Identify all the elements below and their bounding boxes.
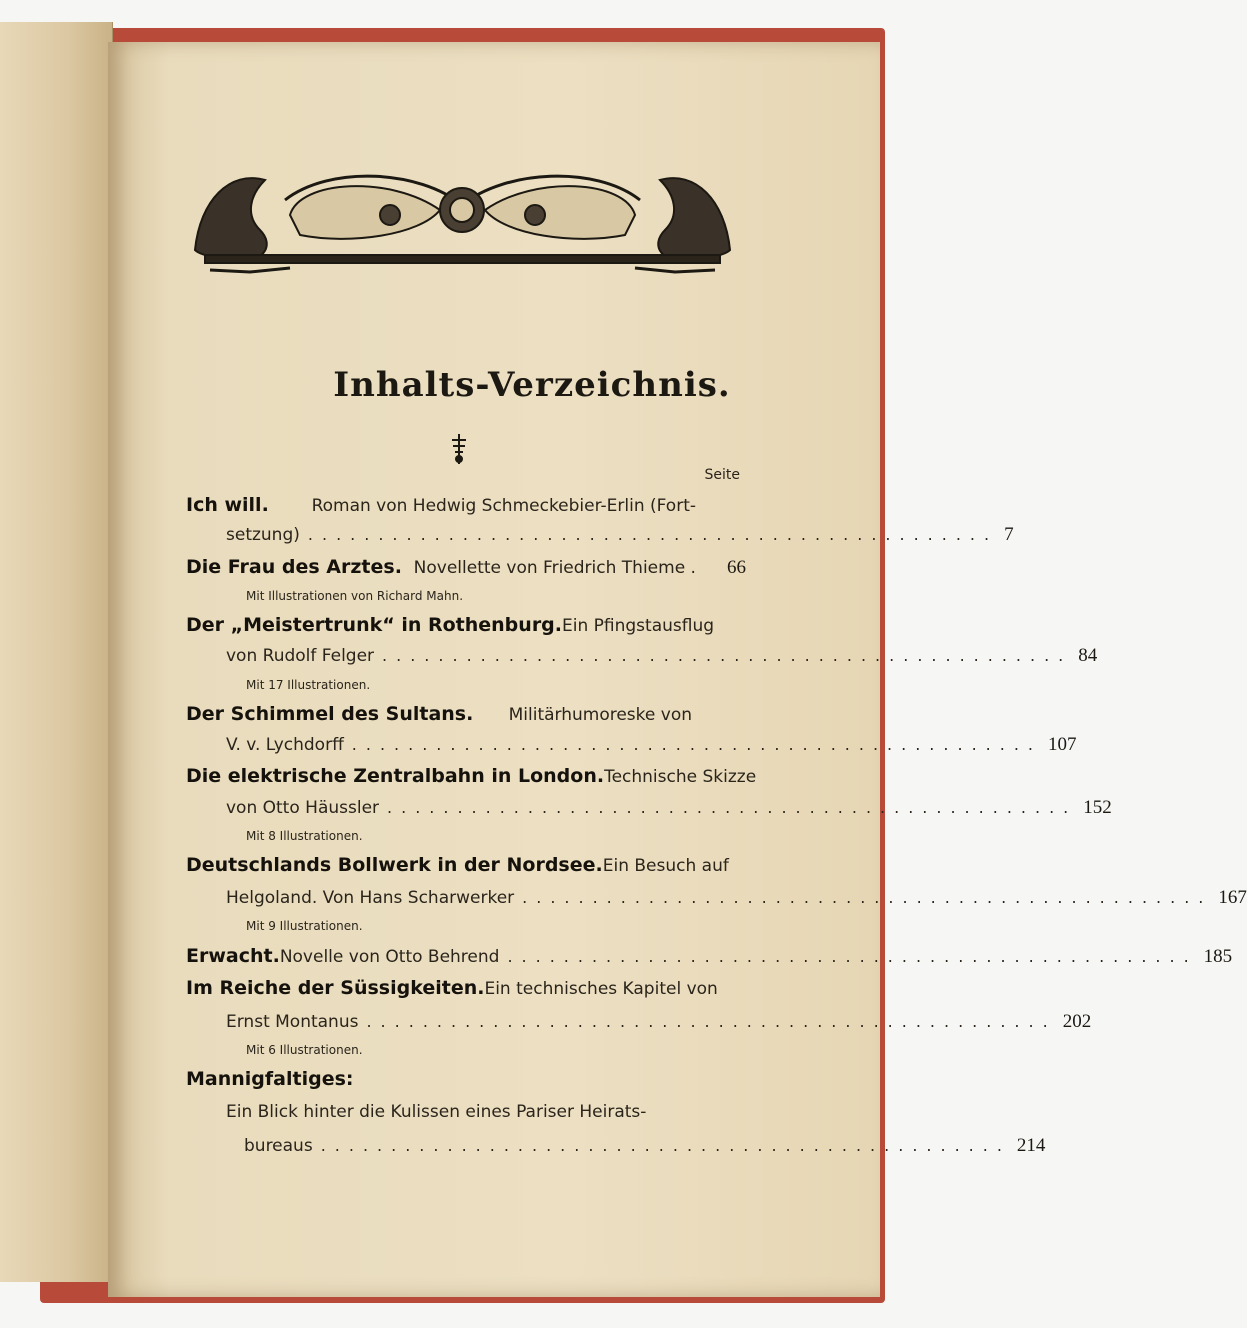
toc-entry-line xyxy=(186,556,746,579)
page-number: 214 xyxy=(1016,1135,1046,1156)
toc-entry-line xyxy=(226,797,1112,819)
left-page xyxy=(0,22,113,1282)
entry-text: Ernst Montanus xyxy=(226,1012,359,1032)
toc-entry-line xyxy=(186,494,696,516)
toc-entry-line xyxy=(186,765,757,787)
fleuron-icon xyxy=(448,432,470,466)
toc-entry-line xyxy=(244,1135,1046,1157)
entry-text: von Rudolf Felger xyxy=(226,646,375,666)
toc-entry-line xyxy=(226,524,1014,546)
toc-entry-line xyxy=(226,645,1098,667)
entry-title: Erwacht. xyxy=(186,945,280,967)
toc-entry-line xyxy=(186,977,718,999)
page-number: 152 xyxy=(1083,797,1112,818)
entry-text: Helgoland. Von Hans Scharwerker xyxy=(226,888,515,908)
entry-title: Die elektrische Zentralbahn in London. xyxy=(186,765,605,787)
toc-entry-line xyxy=(186,854,729,876)
entry-text: Novellette von Friedrich Thieme . xyxy=(413,558,696,578)
page-number: 202 xyxy=(1062,1011,1092,1032)
page-number: 84 xyxy=(1078,645,1098,666)
entry-text: Militärhumoreske von xyxy=(508,705,692,725)
leader-dots: ................................................. xyxy=(351,735,1042,754)
illustration-note: Mit 17 Illustrationen. xyxy=(246,678,371,692)
toc-entry-line xyxy=(226,887,1247,909)
illustration-note: Mit 9 Illustrationen. xyxy=(246,919,363,933)
illustration-note: Mit 8 Illustrationen. xyxy=(246,829,363,843)
page-number: 167 xyxy=(1218,887,1247,908)
entry-text: von Otto Häussler xyxy=(226,798,380,818)
leader-dots: ................................................. xyxy=(507,947,1198,966)
leader-dots: ................................................. xyxy=(320,1136,1011,1155)
art-nouveau-ornament xyxy=(190,160,735,285)
toc-entry-line xyxy=(226,734,1077,756)
page-number: 107 xyxy=(1048,734,1077,755)
leader-dots: ................................................. xyxy=(366,1012,1057,1031)
toc-entry-line xyxy=(226,1011,1092,1033)
entry-title: Der Schimmel des Sultans. xyxy=(186,703,474,725)
leader-dots: ................................................. xyxy=(382,646,1073,665)
leader-dots: ................................................. xyxy=(522,888,1213,907)
page-number: 185 xyxy=(1203,946,1233,967)
leader-dots: ................................................. xyxy=(307,525,999,544)
entry-text: setzung) xyxy=(226,525,300,545)
page-title: Inhalts-Verzeichnis. xyxy=(333,365,731,405)
toc-entry-line xyxy=(226,1102,696,1122)
illustration-note: Mit Illustrationen von Richard Mahn. xyxy=(246,589,464,603)
illustration-note: Mit 6 Illustrationen. xyxy=(246,1043,363,1057)
entry-title: Ich will. xyxy=(186,494,269,516)
entry-title: Die Frau des Arztes. xyxy=(186,556,402,578)
leader-dots: ................................................. xyxy=(387,798,1078,817)
page-number: 7 xyxy=(1004,524,1014,545)
entry-text: bureaus xyxy=(244,1136,313,1156)
entry-title: Der „Meistertrunk“ in Rothenburg. xyxy=(186,614,563,636)
entry-text: Novelle von Otto Behrend xyxy=(279,947,500,967)
page-number: 66 xyxy=(727,557,746,578)
entry-text: Ein Blick hinter die Kulissen eines Pariser Heirats- xyxy=(226,1102,647,1122)
entry-title: Im Reiche der Süssigkeiten. xyxy=(186,977,485,999)
entry-text: Ein Besuch auf xyxy=(602,856,729,876)
entry-text: Ein Pfingstausflug xyxy=(562,616,715,636)
entry-text: Technische Skizze xyxy=(604,767,757,787)
misc-heading: Mannigfaltiges: xyxy=(186,1068,354,1090)
entry-text: V. v. Lychdorff xyxy=(226,735,344,755)
toc-entry-line xyxy=(186,945,1233,968)
entry-text: Ein technisches Kapitel von xyxy=(484,979,718,999)
entry-text: Roman von Hedwig Schmeckebier-Erlin (Fort- xyxy=(311,496,696,516)
toc-entry-line xyxy=(186,614,715,636)
page-column-label: Seite xyxy=(704,467,740,483)
toc-entry-line xyxy=(186,703,692,725)
entry-title: Deutschlands Bollwerk in der Nordsee. xyxy=(186,854,603,876)
